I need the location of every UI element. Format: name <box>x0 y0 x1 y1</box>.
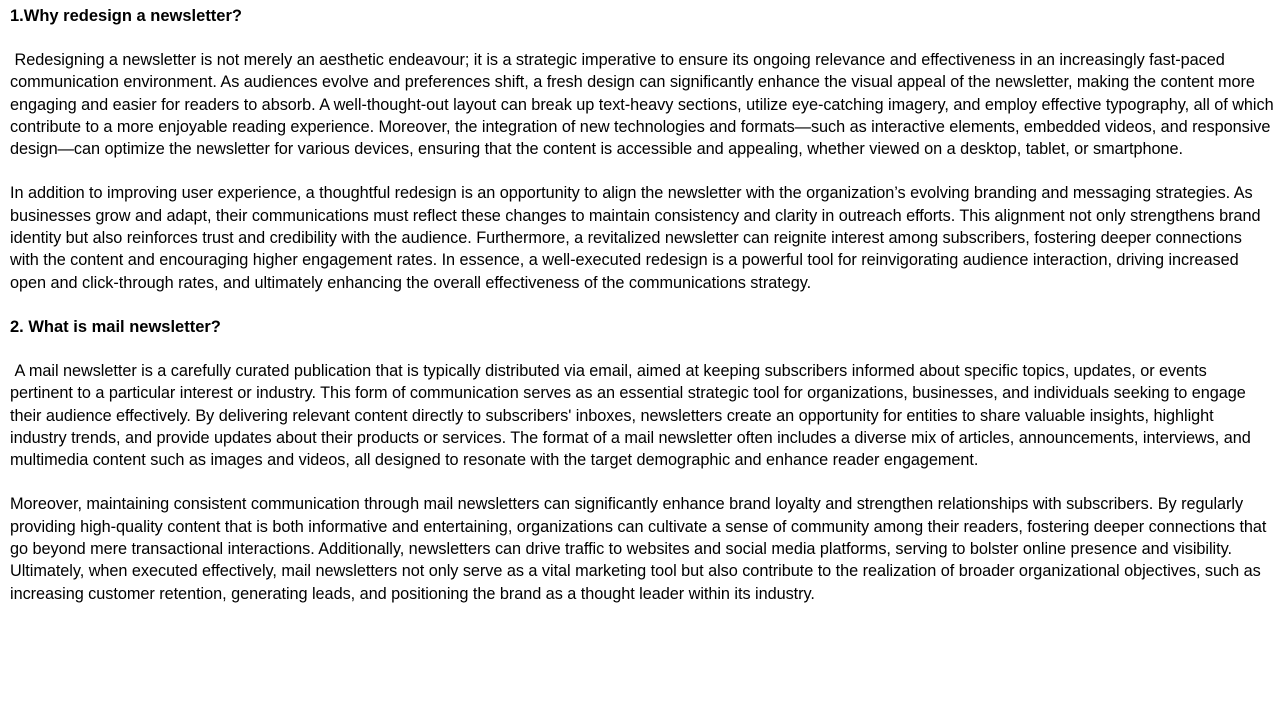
section-2-paragraph-1: A mail newsletter is a carefully curated publication that is typically distributed via email, aimed at keeping subscribers informed about specific topics, updates, or events pertinent to a particular interest or industry. This form of communication serves as an essential strategic tool for organizations, businesses, and individuals seeking to engage their audience effectively. By delivering relevant content directly to subscribers' inboxes, newsletters create an opportunity for entities to share valuable insights, highlight industry trends, and provide updates about their products or services. The format of a mail newsletter often includes a diverse mix of articles, announcements, interviews, and multimedia content such as images and videos, all designed to resonate with the target demographic and enhance reader engagement. <box>10 361 1256 470</box>
section-1-paragraph-2: In addition to improving user experience, a thoughtful redesign is an opportunity to align the newsletter with the organization’s evolving branding and messaging strategies. As businesses grow and adapt, their communications must reflect these changes to maintain consistency and clarity in outreach efforts. This alignment not only strengthens brand identity but also reinforces trust and credibility with the audience. Furthermore, a revitalized newsletter can reignite interest among subscribers, fostering deeper connections with the content and encouraging higher engagement rates. In essence, a well-executed redesign is a powerful tool for reinvigorating audience interaction, driving increased open and click-through rates, and ultimately enhancing the overall effectiveness of the communications strategy. <box>10 184 1266 292</box>
document-page <box>10 5 1279 605</box>
section-2-paragraph-2: Moreover, maintaining consistent communication through mail newsletters can significantly enhance brand loyalty and strengthen relationships with subscribers. By regularly providing high-quality content that is both informative and entertaining, organizations can cultivate a sense of community among their readers, fostering deeper connections that go beyond mere transactional interactions. Additionally, newsletters can drive traffic to websites and social media platforms, serving to bolster online presence and visibility. Ultimately, when executed effectively, mail newsletters not only serve as a vital marketing tool but also contribute to the realization of broader organizational objectives, such as increasing customer retention, generating leads, and positioning the brand as a thought leader within its industry. <box>10 495 1271 603</box>
spacer <box>10 471 1274 493</box>
section-1-heading: 1.Why redesign a newsletter? <box>10 7 242 25</box>
section-1-paragraph-1: Redesigning a newsletter is not merely an aesthetic endeavour; it is a strategic imperative to ensure its ongoing relevance and effectiveness in an increasingly fast-paced communication environment. As audiences evolve and preferences shift, a fresh design can significantly enhance the visual appeal of the newsletter, making the content more engaging and easier for readers to absorb. A well-thought-out layout can break up text-heavy sections, utilize eye-catching imagery, and employ effective typography, all of which contribute to a more enjoyable reading experience. Moreover, the integration of new technologies and formats—such as interactive elements, embedded videos, and responsive design—can optimize the newsletter for various devices, ensuring that the content is accessible and appealing, whether viewed on a desktop, tablet, or smartphone. <box>10 51 1279 159</box>
spacer <box>10 294 1274 316</box>
spacer <box>10 338 1274 360</box>
spacer <box>10 27 1274 49</box>
section-2-heading: 2. What is mail newsletter? <box>10 317 221 336</box>
spacer <box>10 160 1274 182</box>
